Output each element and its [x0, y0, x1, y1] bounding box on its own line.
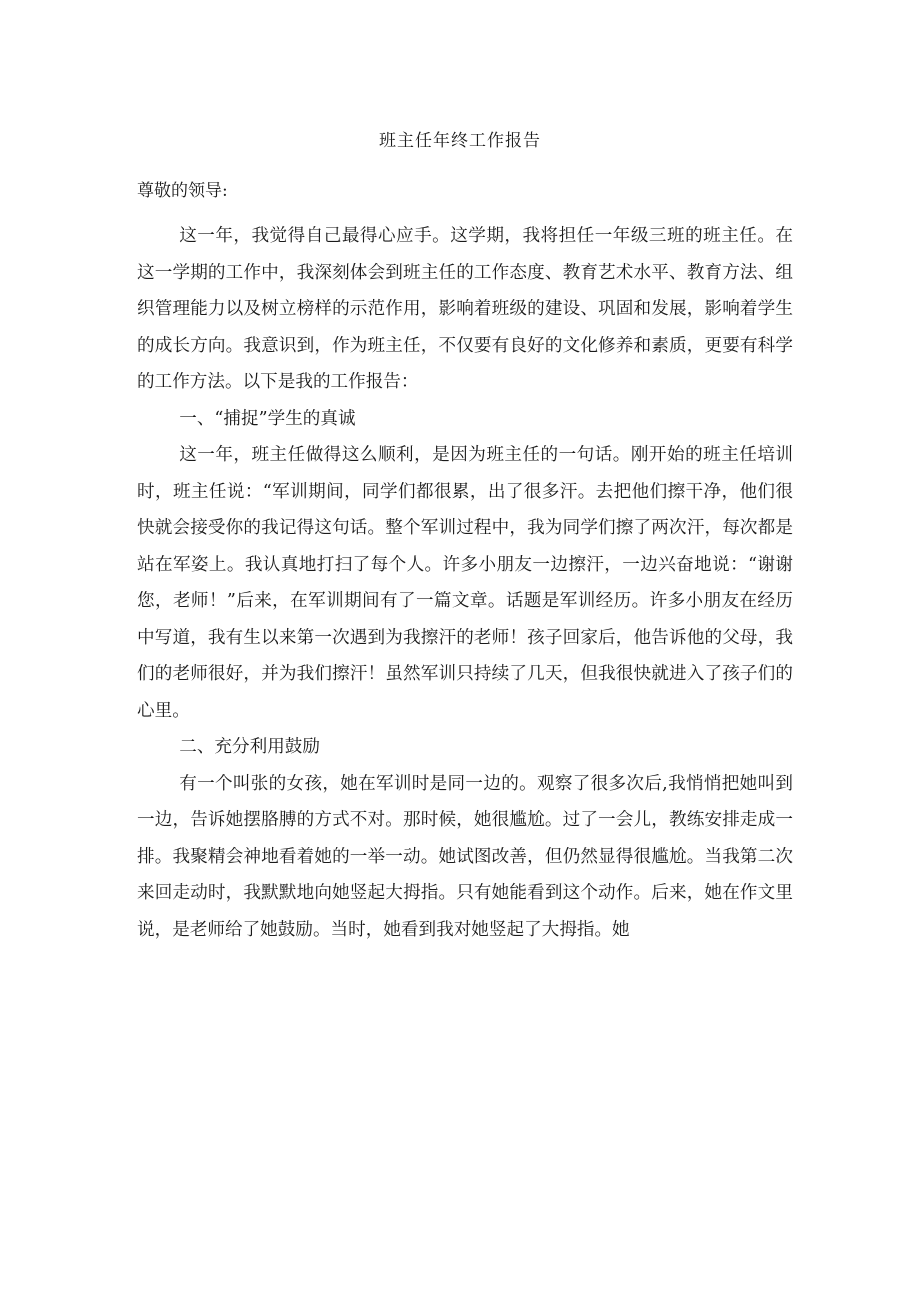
- document-title: 班主任年终工作报告: [379, 131, 541, 151]
- paragraph-intro: 这一年，我觉得自己最得心应手。这学期，我将担任一年级三班的班主任。在这一学期的工作中，我深刻体会到班主任的工作态度、教育艺术水平、教育方法、组织管理能力以及树立榜样的示范作用，影响着班级的建设、巩固和发展，影响着学生的成长方向。我意识到，作为班主任，不仅要有良好的文化修养和素质，更要有科学的工作方法。以下是我的工作报告：: [137, 226, 793, 392]
- salutation: 尊敬的领导:: [137, 181, 228, 201]
- paragraph-section-1: 这一年，班主任做得这么顺利，是因为班主任的一句话。刚开始的班主任培训时，班主任说：“军训期间，同学们都很累，出了很多汗。去把他们擦干净，他们很快就会接受你的我记得这句话。整个军训过程中，我为同学们擦了两次汗，每次都是站在军姿上。我认真地打扫了每个人。许多小朋友一边擦汗，一边兴奋地说：“谢谢您，老师！”后来，在军训期间有了一篇文章。话题是军训经历。许多小朋友在经历中写道，我有生以来第一次遇到为我擦汗的老师！孩子回家后，他告诉他的父母，我们的老师很好，并为我们擦汗！虽然军训只持续了几天，但我很快就进入了孩子们的心里。: [137, 445, 793, 721]
- paragraph-section-2: 有一个叫张的女孩，她在军训时是同一边的。观察了很多次后,我悄悄把她叫到一边，告诉她摆胳膊的方式不对。那时候，她很尴尬。过了一会儿，教练安排走成一排。我聚精会神地看着她的一举一动。她试图改善，但仍然显得很尴尬。当我第二次来回走动时，我默默地向她竖起大拇指。只有她能看到这个动作。后来，她在作文里说，是老师给了她鼓励。当时，她看到我对她竖起了大拇指。她: [137, 773, 793, 940]
- document-body: [137, 218, 793, 948]
- section-heading-2: 二、充分利用鼓励: [179, 737, 320, 757]
- section-heading-1: 一、“捕捉”学生的真诚: [179, 408, 356, 429]
